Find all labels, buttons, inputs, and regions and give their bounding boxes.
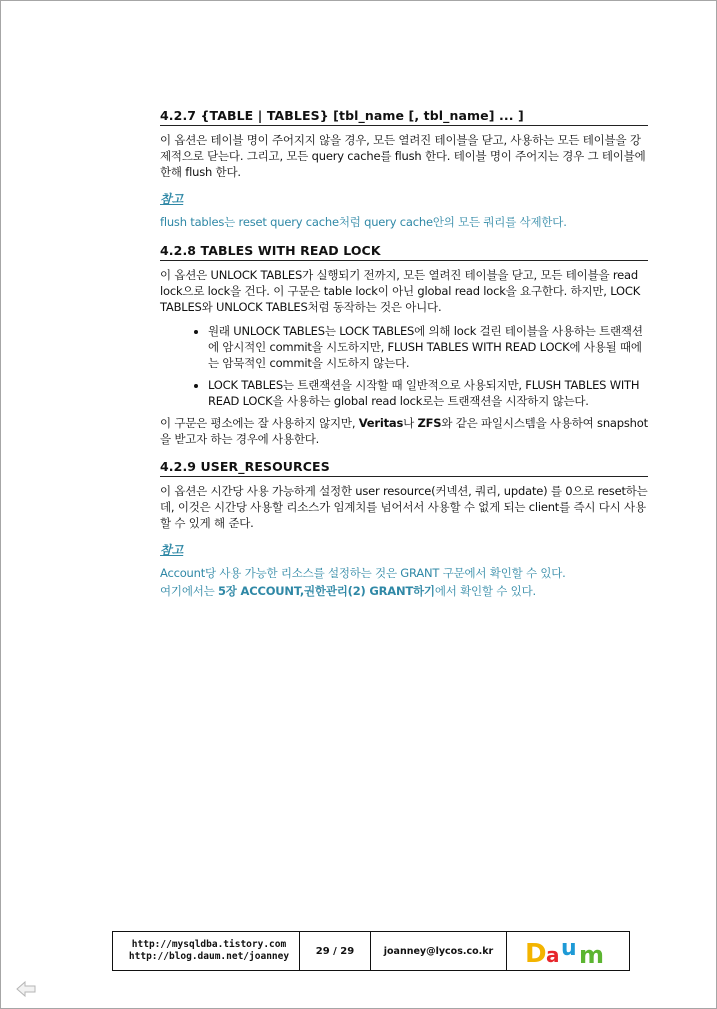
section-heading: 4.2.7 {TABLE | TABLES} [tbl_name [, tbl_name] ... ]: [160, 108, 648, 126]
page-footer: [112, 931, 630, 971]
section-summary: [160, 415, 648, 447]
svg-text:u: u: [561, 936, 577, 961]
summary-bold: ZFS: [417, 416, 442, 430]
note-text: [160, 564, 648, 600]
section-4-2-7: [160, 108, 648, 231]
note-line: 여기에서는: [160, 584, 218, 598]
bullet-list: [160, 323, 648, 409]
daum-logo: [507, 932, 629, 970]
section-body: 이 옵션은 UNLOCK TABLES가 실행되기 전까지, 모든 열려진 테이블을 닫고, 모든 테이블을 read lock으로 lock을 건다. 이 구문은 table lock이 아닌 global read lock을 요구한다. 하지만, LOCK TABLES와 UNLOCK TABLES처럼 동작하는 것은 아니다.: [160, 268, 641, 314]
list-item: • 원래 UNLOCK TABLES는 LOCK TABLES에 의해 lock 걸린 테이블을 사용하는 트랜잭션에 암시적인 commit을 시도하지만, FLUSH TABLES WITH READ LOCK에 사용될 때에는 암묵적인 commit을 시도하지 않는다.: [208, 323, 648, 371]
back-arrow-icon[interactable]: [16, 980, 36, 998]
svg-text:a: a: [546, 943, 560, 966]
footer-url: http://mysqldba.tistory.com: [131, 939, 287, 950]
summary-text: 이 구문은 평소에는 잘 사용하지 않지만,: [160, 416, 359, 430]
section-body: 이 옵션은 테이블 명이 주어지지 않을 경우, 모든 열려진 테이블을 닫고, 사용하는 모든 테이블을 강제적으로 닫는다. 그리고, 모든 query cache를 flush 한다. 테이블 명이 주어지는 경우 그 테이블에 한해 flush 한다.: [160, 133, 646, 179]
section-4-2-8: [160, 243, 648, 447]
note-link-text: 5장 ACCOUNT,권한관리(2) GRANT하기: [218, 584, 435, 598]
note-title: 참고: [160, 543, 184, 557]
page-number: 29 / 29: [300, 932, 371, 970]
daum-logo-icon: [523, 936, 613, 966]
note-line: Account당 사용 가능한 리소스를 설정하는 것은 GRANT 구문에서 확인할 수 있다.: [160, 566, 566, 580]
svg-text:D: D: [525, 939, 547, 966]
summary-text: 와 같은 파일시스템을 사용하여 snapshot을 받고자 하는 경우에 사용한다.: [160, 416, 648, 446]
note-title: 참고: [160, 192, 184, 206]
note-text: flush tables는 reset query cache처럼 query cache안의 모든 쿼리를 삭제한다.: [160, 215, 567, 229]
svg-text:m: m: [579, 941, 605, 966]
summary-text: 나: [403, 416, 418, 430]
document-content: [160, 108, 648, 612]
section-body: 이 옵션은 시간당 사용 가능하게 설정한 user resource(커넥션, 쿼리, update) 를 0으로 reset하는데, 이것은 시간당 사용할 리소스가 임계치를 넘어서서 사용할 수 없게 되는 client를 즉시 다시 사용할 수 있게 해 준다.: [160, 484, 648, 530]
footer-url: http://blog.daum.net/joanney: [128, 951, 290, 962]
section-heading: 4.2.8 TABLES WITH READ LOCK: [160, 243, 648, 261]
section-4-2-9: [160, 459, 648, 600]
footer-email: joanney@lycos.co.kr: [371, 932, 507, 970]
summary-bold: Veritas: [358, 416, 404, 430]
note-line: 에서 확인할 수 있다.: [434, 584, 536, 598]
list-item: • LOCK TABLES는 트랜잭션을 시작할 때 일반적으로 사용되지만, FLUSH TABLES WITH READ LOCK을 사용하는 global read lock로는 트랜잭션을 시작하지 않는다.: [208, 377, 648, 409]
section-heading: 4.2.9 USER_RESOURCES: [160, 459, 648, 477]
footer-urls: [113, 932, 300, 970]
